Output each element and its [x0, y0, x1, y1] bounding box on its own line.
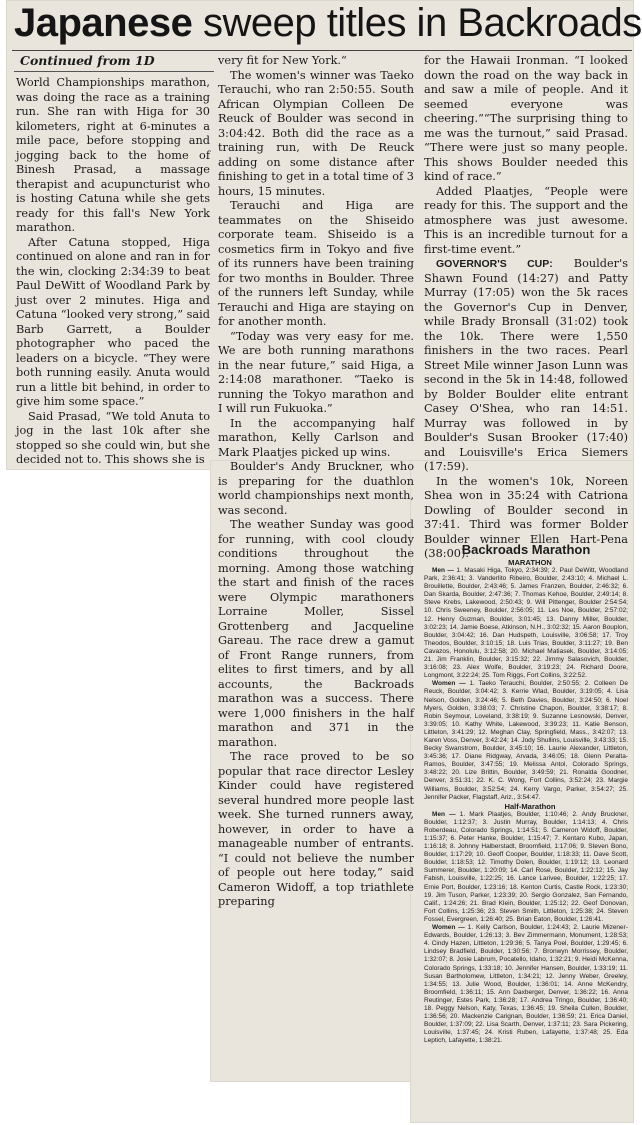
col1-paragraph-2: After Catuna stopped, Higa continued on alone and ran in for the win, clocking 2:34:39 to beat Paul DeWitt of Woodland Park by just over 2 minutes. Higa and Catuna “looked very strong,” said Barb Garrett, a Boulder photographer who paced the leaders on a bicycle. “They were both running easily. Anuta would run a little bit behind, in order to give him some space.”	[16, 235, 210, 408]
results-box	[424, 558, 628, 1118]
half-women-results	[424, 924, 628, 1045]
col2-paragraph-7: The weather Sunday was good for running, with cool cloudy conditions throughout the morning. Among those watching the start and finish of the races were Olympic marathoners Lorraine Moller, Sissel Grottenberg and Jacqueline Gareau. The race drew a gamut of Front Range runners, from elites to first timers, and by all accounts, the Backroads marathon was a success. There were 1,000 finishers in the half marathon and 371 in the marathon.	[218, 518, 414, 749]
half-women-list: 1. Kelly Carlson, Boulder, 1:24:43; 2. Laurie Mizener-Edwards, Boulder, 1:26:13; 3. Bev Zimmermann, Monument, 1:28:53; 4. Cindy Hazen, Littleton, 1:29:36; 5. Tanya Poel, Boulder, 1:29:45; 6. Lindsey Bradfield, Boulder, 1:30:56; 7. Bronwyn Morrissey, Boulder, 1:32:07; 8. Josie Labrum, Pocatello, Idaho, 1:32:21; 9. Heidi McKenna, Colorado Springs, 1:33:18; 10. Jennifer Hansen, Boulder, 1:33:19; 11. Susan Bartholomew, Littleton, 1:34:21; 12. Jenny Weber, Greeley, 1:34:55; 13. Julie Wood, Boulder, 1:36:01; 14. Anne McKendry, Broomfield, 1:36:11; 15. Ann Daxberger, Denver, 1:36:22; 16. Anna Reutinger, Estes Park, 1:36:28; 17. Andrea Tringo, Boulder, 1:36:40; 18. Peggy Nelson, Katy, Texas, 1:36:45; 19. Sheila Cullen, Boulder, 1:36:56; 20. Mackenzie Carignan, Boulder, 1:36:59; 21. Erica Daniel, Boulder, 1:37:09; 22. Lisa Scarth, Denver, 1:37:11; 23. Sara Pickering, Louisville, 1:37:45; 24. Kristi Ruben, Lafayette, 1:37:48; 25. Eda Leptich, Lafayette, 1:38:21.	[424, 924, 628, 1045]
headline-rule	[12, 50, 632, 51]
article-column-1	[16, 76, 210, 466]
marathon-women-label: Women —	[432, 680, 466, 688]
half-marathon-subhead: Half-Marathon	[504, 801, 556, 811]
col3-paragraph-1: for the Hawaii Ironman. “I looked down the road on the way back in and saw a mile of people. And it seemed everyone was cheering.”“The surprising thing to me was the turnout,” said Prasad. “There were just so many people. This shows Boulder needed this kind of race.”	[424, 54, 628, 183]
half-men-list: 1. Mark Plaatjes, Boulder, 1:10:46; 2. Andy Bruckner, Boulder, 1:12:37; 3. Justin Murray, Boulder, 1:14:13; 4. Chris Roberdeau, Colorado Springs, 1:14:51; 5. Cameron Widoff, Boulder, 1:15:37; 6. Peter Hanke, Boulder, 1:15:47; 7. Kentaro Kubo, Japan, 1:16:18; 8. Johnny Halberstadt, Broomfield, 1:17:06; 9. Steven Bono, Boulder, 1:17:29; 10. Geoff Cooper, Boulder, 1:18:33; 11. Dave Scott, Boulder, 1:18:53; 12. Timothy Dolen, Boulder, 1:19:12; 13. Leonard Summerer, Boulder, 1:20:09; 14. Carl Rose, Boulder, 1:22:12; 15. Jay Fabish, Louisville, 1:22:25; 16. Lance Larivee, Boulder, 1:22:25; 17. Ernie Port, Boulder, 1:23:16; 18. Kenton Curtis, Castle Rock, 1:23:30; 19. Jim Tuson, Parker, 1:23:39; 20. Sergio Gonzalez, San Fernando, Calif., 1:24:26; 21. Brad Klein, Boulder, 1:25:12; 22. Geof Donovan, Fort Collins, 1:25:36; 23. Steven Smith, Littleton, 1:25:38; 24. Steven Fossel, Evergreen, 1:26:40; 25. Brian Eaton, Boulder, 1:26:41.	[424, 810, 629, 923]
col3-paragraph-2: Added Plaatjes, “People were ready for this. The support and the atmosphere was just awesome. This is an incredible turnout for a first-time event.”	[424, 184, 628, 256]
headline-bold: Japanese	[14, 1, 193, 45]
marathon-subhead: MARATHON	[508, 558, 552, 567]
marathon-men-list: 1. Masaki Higa, Tokyo, 2:34:39; 2. Paul DeWitt, Woodland Park, 2:36:41; 3. Vanderlito Ribeiro, Boulder, 2:43:10; 4. Michael L. Brouillette, Boulder, 2:43:46; 5. James Franzen, Boulder, 2:46:32; 6. Dan Skarda, Boulder, 2:47:36; 7. Thomas Kehoe, Boulder, 2:49:14; 8. Steve Krebs, Lakewood, 2:50:43; 9. Will Pittenger, Boulder 2:54:54; 10. Chris Sweeney, Boulder, 2:56:05; 11. Les Noe, Boulder, 2:57:02; 12. Henry Guzman, Boulder, 3:01:45; 13. Danny Miller, Boulder, 3:02:23; 14. Jamie Boese, Atkinson, N.H., 3:02:32; 15. Aaron Bouplon, Boulder, 3:04:42; 16. Dan Hudspeth, Louisville, 3:06:58; 17. Troy Theodos, Boulder, 3:10:15; 18. Luis Trias, Boulder, 3:11:27; 19. Ben Cavazos, Honolulu, 3:12:58; 20. Michael Matiasek, Boulder, 3:14:05; 21. Jim Franklin, Boulder, 3:15:32; 22. Jimmy Salasovich, Boulder, 3:16:08; 23. Alex Wolfe, Boulder, 3:19:23; 24. Richard Doore, Longmont, 3:22:24; 25. Tom Riggs, Fort Collins, 3:22:52.	[424, 567, 628, 680]
article-column-2	[218, 54, 414, 1074]
governors-cup-text: Boulder's Shawn Found (14:27) and Patty Murray (17:05) won the 5k races the Governor's Cup in Denver, while Brady Bronsall (31:02) took the 10k. There were 1,550 finishers in the two races. Pearl Street Mile winner Jason Lunn was second in the 5k in 14:48, followed by Bolder Boulder elite entrant Casey O'Shea, who ran 14:51. Murray was followed in by Boulder's Susan Brooker (17:40) and Louisville's Erica Siemers (17:59).	[424, 257, 628, 473]
half-men-results	[424, 811, 628, 924]
col2-paragraph-1: very fit for New York.“	[218, 54, 347, 67]
col2-paragraph-3: Terauchi and Higa are teammates on the Shiseido corporate team. Shiseido is a cosmetics firm in Tokyo and five of its runners have been training for two months in Boulder. Three of the runners left Sunday, while Terauchi and Higa are staying on for another month.	[218, 199, 414, 328]
half-women-label: Women —	[432, 924, 465, 932]
headline-rest: sweep titles in Backroads	[192, 1, 642, 45]
continued-label: Continued from 1D	[20, 53, 155, 68]
col2-paragraph-8: The race proved to be so popular that race director Lesley Kinder could have registered several hundred more people last week. She turned runners away, however, in order to have a manageable number of entrants. “I could not believe the number of people out here today,” said Cameron Widoff, a top triathlete preparing	[218, 750, 414, 908]
marathon-men-label: Men —	[432, 567, 454, 574]
col3-paragraph-4: In the women's 10k, Noreen Shea won in 35:24 with Catriona Dowling of Boulder second in 37:41. Third was former Bolder Boulder winner Ellen Hart-Pena (38:00).	[424, 474, 628, 560]
col3-paragraph-3	[424, 257, 628, 475]
continued-rule	[14, 71, 214, 72]
headline	[14, 0, 642, 52]
marathon-men-results	[424, 567, 628, 680]
marathon-women-list: 1. Taeko Terauchi, Boulder, 2:50:55; 2. Colleen De Reuck, Boulder, 3:04:42; 3. Kerrie Wlad, Boulder, 3:19:05; 4. Lisa Nelson, Golden, 3:24:46; 5. Beth Davies, Boulder, 3:24:50; 6. Noel Myers, Golden, 3:38:03; 7. Christine Chapon, Boulder, 3:38:17; 8. Robin Seymour, Loveland, 3:38:19; 9. Suzanne Lesnowski, Denver, 3:39:05; 10. Kathy White, Lakewood, 3:39:23; 11. Katie Benson, Littleton, 3:41:29; 12. Meghan Clay, Springfield, Mass., 3:42:07; 13. Karen Voss, Denver, 3:42:24; 14. Jody Shullins, Louisville, 3:43:33; 15. Becky Swanstrom, Boulder, 3:45:10; 16. Laurie Alexander, Littleton, 3:45:36; 17. Diane Ridgway, Arvada, 3:46:05; 18. Glenn Peralta-Ramos, Boulder, 3:47:55; 19. Melissa Antol, Colorado Springs, 3:48:22; 20. Lize Brittin, Boulder, 3:49:59; 21. Ronalda Goodner, Denver, 3:51:31; 22. K. C. Wong, Fort Collins, 3:52:24; 23. Margie Williams, Boulder, 3:52:54; 24. Kerry Vargo, Parker, 3:54:27; 25. Jennifer Packer, Flagstaff, Ariz., 3:54:47.	[424, 680, 628, 801]
col2-paragraph-2: The women's winner was Taeko Terauchi, who ran 2:50:55. South African Olympian Colleen De Reuck of Boulder was second in 3:04:42. Both did the race as a training run, with De Reuck adding on some distance after finishing to get in a total time of 3 hours, 15 minutes.	[218, 68, 414, 198]
col1-paragraph-3: Said Prasad, “We told Anuta to jog in the last 10k after she stopped so she could win, but she decided not to. This shows she is	[16, 409, 210, 466]
marathon-women-results	[424, 680, 628, 801]
col1-paragraph-1: World Championships marathon, was doing the race as a training run. She ran with Higa for 30 kilometers, right at 6-minutes a mile pace, before stopping and jogging back to the home of Binesh Prasad, a massage therapist and acupuncturist who is hosting Catuna while she gets ready for this fall's New York marathon.	[16, 76, 210, 234]
col2-paragraph-6: Boulder's Andy Bruckner, who is preparing for the duathlon world championships next month, was second.	[218, 460, 414, 517]
half-men-label: Men —	[432, 810, 456, 818]
col2-paragraph-4: “Today was very easy for me. We are both running marathons in the near future,” said Higa, a 2:14:08 marathoner. “Taeko is running the Tokyo marathon and I will run Fukuoka.”	[218, 329, 414, 415]
col2-paragraph-5: In the accompanying half marathon, Kelly Carlson and Mark Plaatjes picked up wins.	[218, 416, 414, 459]
governors-cup-label: GOVERNOR'S CUP:	[436, 258, 553, 270]
results-title: Backroads Marathon	[461, 542, 591, 557]
